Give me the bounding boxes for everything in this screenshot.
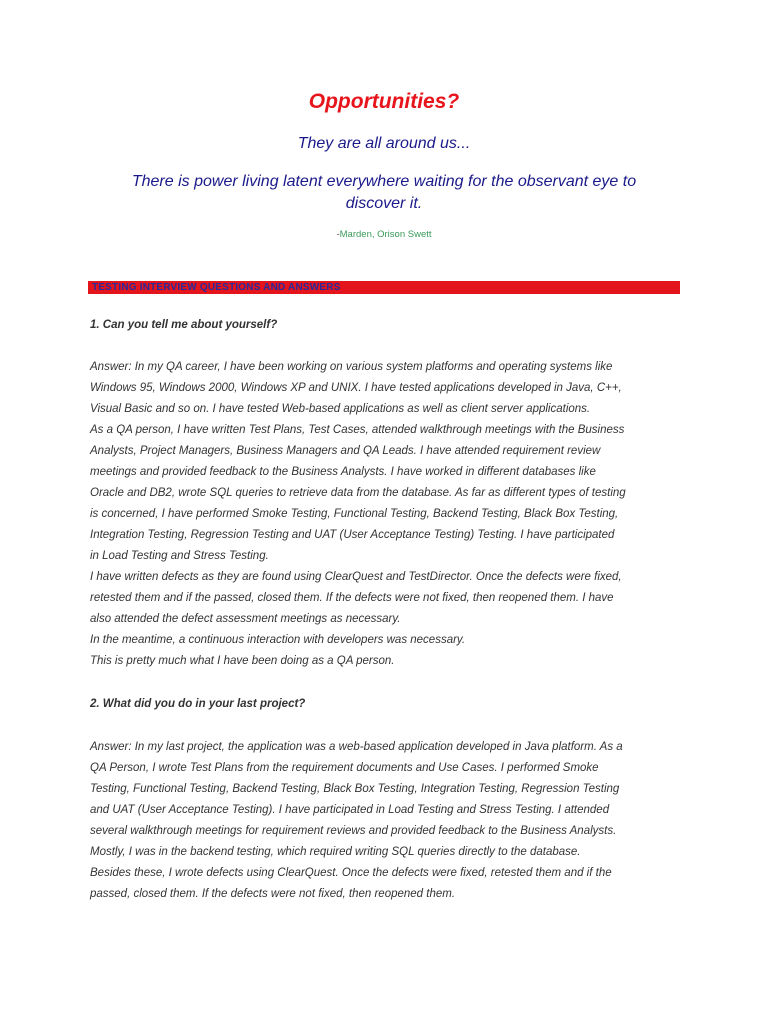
answer-line: Answer: In my last project, the application was a web-based application developed in Java platform. As a xyxy=(90,741,623,753)
answer-line: and UAT (User Acceptance Testing). I have participated in Load Testing and Stress Testing. I attended xyxy=(90,804,610,816)
answer-line: In the meantime, a continuous interaction with developers was necessary. xyxy=(90,634,466,646)
answer-line: several walkthrough meetings for requirement reviews and provided feedback to the Business Analysts. xyxy=(90,825,617,837)
page-subtitle: They are all around us... xyxy=(297,135,471,152)
answer-line: passed, closed them. If the defects were not fixed, then reopened them. xyxy=(90,888,456,900)
question-heading: 1. Can you tell me about yourself? xyxy=(90,319,278,331)
answer-line: meetings and provided feedback to the Business Analysts. I have worked in different databases like xyxy=(90,466,596,478)
quote xyxy=(90,171,678,215)
section-banner-text: TESTING INTERVIEW QUESTIONS AND ANSWERS xyxy=(92,282,341,293)
answer-line: Answer: In my QA career, I have been working on various system platforms and operating systems like xyxy=(90,361,613,373)
answer-line: QA Person, I wrote Test Plans from the requirement documents and Use Cases. I performed Smoke xyxy=(90,762,599,774)
answer-line: Visual Basic and so on. I have tested Web-based applications as well as client server applications. xyxy=(90,403,591,415)
answer-line: Windows 95, Windows 2000, Windows XP and UNIX. I have tested applications developed in Java, C++, xyxy=(90,382,622,394)
answer-line: retested them and if the passed, closed them. If the defects were not fixed, then reopened them. I have xyxy=(90,592,614,604)
page-title: Opportunities? xyxy=(308,90,460,113)
answer-line: also attended the defect assessment meetings as necessary. xyxy=(90,613,401,625)
author-dash: - xyxy=(336,229,340,240)
answer-line: As a QA person, I have written Test Plans, Test Cases, attended walkthrough meetings with the Business xyxy=(90,424,625,436)
answer-line: Integration Testing, Regression Testing and UAT (User Acceptance Testing) Testing. I have participated xyxy=(90,529,615,541)
quote-line: discover it. xyxy=(345,195,423,212)
answer-line: in Load Testing and Stress Testing. xyxy=(90,550,269,562)
quote-line: There is power living latent everywhere waiting for the observant eye to xyxy=(131,173,637,190)
quote-author xyxy=(0,228,768,242)
answer-line: Besides these, I wrote defects using ClearQuest. Once the defects were fixed, retested them and if the xyxy=(90,867,612,879)
answer-line: I have written defects as they are found using ClearQuest and TestDirector. Once the defects were fixed, xyxy=(90,571,622,583)
answer-line: Analysts, Project Managers, Business Managers and QA Leads. I have attended requirement review xyxy=(90,445,601,457)
answer-line: is concerned, I have performed Smoke Testing, Functional Testing, Backend Testing, Black Box Testing, xyxy=(90,508,619,520)
question-heading: 2. What did you do in your last project? xyxy=(90,698,306,710)
answer-line: Mostly, I was in the backend testing, which required writing SQL queries directly to the database. xyxy=(90,846,581,858)
author-name: Marden, Orison Swett xyxy=(339,229,432,240)
answer-paragraph xyxy=(90,357,690,672)
answer-line: This is pretty much what I have been doing as a QA person. xyxy=(90,655,395,667)
answer-paragraph xyxy=(90,737,690,905)
section-banner xyxy=(88,281,680,294)
answer-line: Testing, Functional Testing, Backend Testing, Black Box Testing, Integration Testing, Regression Testing xyxy=(90,783,620,795)
answer-line: Oracle and DB2, wrote SQL queries to retrieve data from the database. As far as different types of testing xyxy=(90,487,626,499)
